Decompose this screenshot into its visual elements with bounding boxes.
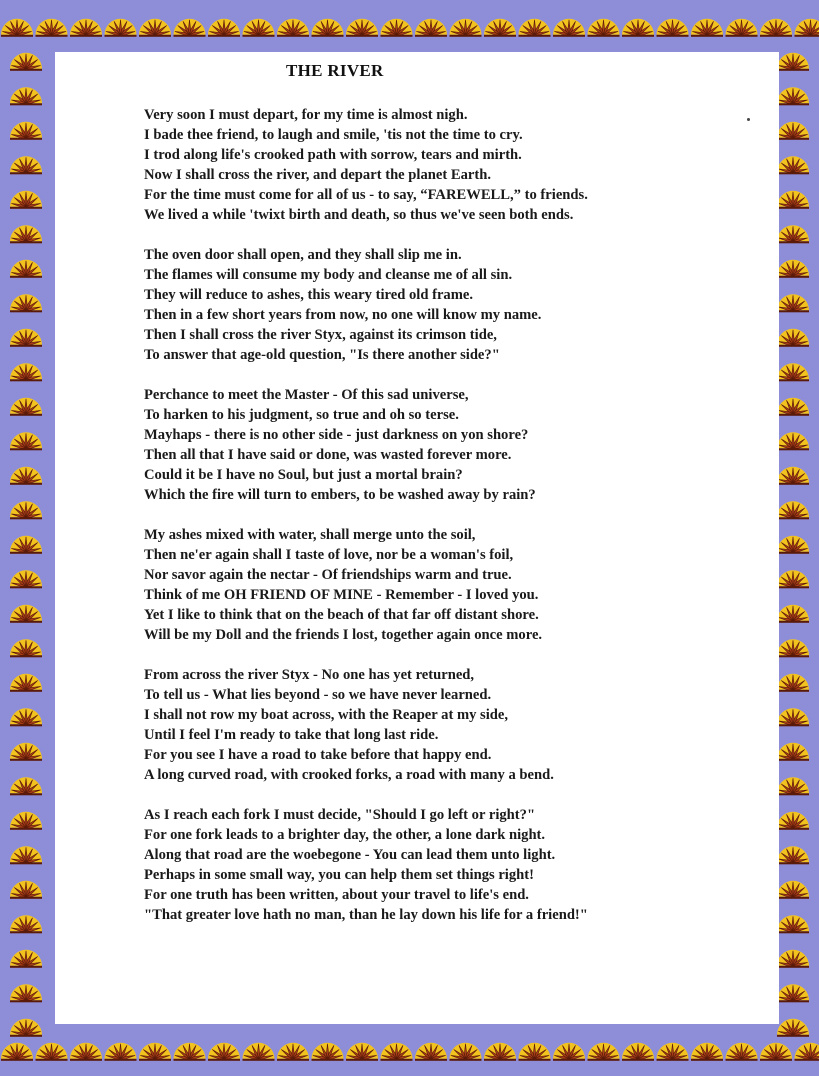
- poem-line: For you see I have a road to take before that happy end.: [144, 747, 492, 763]
- poem-line: Until I feel I'm ready to take that long last ride.: [144, 727, 439, 743]
- sunburst-tile-icon: [777, 846, 809, 864]
- sunburst-tile-icon: [415, 19, 447, 37]
- sunburst-tile-icon: [139, 19, 171, 37]
- poem-line: A long curved road, with crooked forks, a road with many a bend.: [144, 767, 554, 783]
- poem-line: Think of me OH FRIEND OF MINE - Remember - I loved you.: [144, 587, 539, 603]
- sunburst-tile-icon: [795, 1043, 819, 1061]
- sunburst-tile-icon: [519, 19, 551, 37]
- poem-line: I bade thee friend, to laugh and smile, 'tis not the time to cry.: [144, 127, 523, 143]
- sunburst-tile-icon: [777, 501, 809, 519]
- sunburst-tile-icon: [777, 329, 809, 347]
- sunburst-tile-icon: [691, 19, 723, 37]
- sunburst-tile-icon: [450, 19, 482, 37]
- sunburst-tile-icon: [777, 605, 809, 623]
- sunburst-tile-icon: [10, 777, 42, 795]
- poem-line: I trod along life's crooked path with sorrow, tears and mirth.: [144, 147, 522, 163]
- sunburst-tile-icon: [777, 950, 809, 968]
- poem-line: Could it be I have no Soul, but just a mortal brain?: [144, 467, 463, 483]
- poem-line: Mayhaps - there is no other side - just darkness on yon shore?: [144, 427, 529, 443]
- sunburst-tile-icon: [10, 467, 42, 485]
- sunburst-tile-icon: [10, 881, 42, 899]
- poem-line: Will be my Doll and the friends I lost, together again once more.: [144, 627, 543, 643]
- sunburst-tile-icon: [10, 1019, 42, 1037]
- sunburst-tile-icon: [10, 260, 42, 278]
- poem-title: THE RIVER: [286, 61, 384, 80]
- sunburst-tile-icon: [10, 708, 42, 726]
- sunburst-tile-icon: [208, 19, 240, 37]
- sunburst-tile-icon: [795, 19, 819, 37]
- sunburst-tile-icon: [777, 156, 809, 174]
- sunburst-tile-icon: [777, 398, 809, 416]
- sunburst-tile-icon: [346, 19, 378, 37]
- poem-line: Then in a few short years from now, no one will know my name.: [144, 307, 542, 323]
- sunburst-tile-icon: [777, 674, 809, 692]
- sunburst-tile-icon: [381, 1043, 413, 1061]
- sunburst-tile-icon: [777, 743, 809, 761]
- sunburst-tile-icon: [760, 19, 792, 37]
- poem-line: As I reach each fork I must decide, "Should I go left or right?": [144, 807, 536, 823]
- poem-body: [144, 105, 774, 945]
- sunburst-tile-icon: [777, 984, 809, 1002]
- sunburst-tile-icon: [777, 1019, 809, 1037]
- stanza: [144, 105, 774, 225]
- stanza: [144, 665, 774, 785]
- sunburst-tile-icon: [10, 846, 42, 864]
- poem-line: From across the river Styx - No one has yet returned,: [144, 667, 475, 683]
- poem-line: Perhaps in some small way, you can help them set things right!: [144, 867, 534, 883]
- sunburst-tile-icon: [10, 225, 42, 243]
- sunburst-tile-icon: [312, 19, 344, 37]
- poem-line: Perchance to meet the Master - Of this sad universe,: [144, 387, 469, 403]
- sunburst-tile-icon: [10, 329, 42, 347]
- sunburst-tile-icon: [777, 87, 809, 105]
- sunburst-tile-icon: [777, 536, 809, 554]
- stanza: [144, 525, 774, 645]
- poem-line: For the time must come for all of us - to say, “FAREWELL,” to friends.: [144, 187, 588, 203]
- sunburst-tile-icon: [139, 1043, 171, 1061]
- sunburst-tile-icon: [10, 950, 42, 968]
- sunburst-tile-icon: [622, 1043, 654, 1061]
- sunburst-tile-icon: [208, 1043, 240, 1061]
- sunburst-tile-icon: [243, 1043, 275, 1061]
- sunburst-tile-icon: [777, 225, 809, 243]
- sunburst-tile-icon: [10, 501, 42, 519]
- sunburst-tile-icon: [10, 53, 42, 71]
- sunburst-tile-icon: [588, 1043, 620, 1061]
- sunburst-tile-icon: [277, 19, 309, 37]
- sunburst-tile-icon: [105, 19, 137, 37]
- sunburst-tile-icon: [10, 570, 42, 588]
- sunburst-tile-icon: [777, 432, 809, 450]
- sunburst-tile-icon: [10, 432, 42, 450]
- poem-line: To tell us - What lies beyond - so we have never learned.: [144, 687, 492, 703]
- sunburst-tile-icon: [777, 191, 809, 209]
- sunburst-tile-icon: [726, 19, 758, 37]
- sunburst-tile-icon: [450, 1043, 482, 1061]
- sunburst-tile-icon: [277, 1043, 309, 1061]
- sunburst-tile-icon: [10, 398, 42, 416]
- poem-line: Then ne'er again shall I taste of love, nor be a woman's foil,: [144, 547, 514, 563]
- poem-line: Then all that I have said or done, was wasted forever more.: [144, 447, 512, 463]
- poem-line: To harken to his judgment, so true and oh so terse.: [144, 407, 459, 423]
- sunburst-tile-icon: [1, 1043, 33, 1061]
- sunburst-tile-icon: [10, 674, 42, 692]
- sunburst-tile-icon: [760, 1043, 792, 1061]
- poem-line: The flames will consume my body and cleanse me of all sin.: [144, 267, 513, 283]
- sunburst-tile-icon: [777, 812, 809, 830]
- sunburst-tile-icon: [243, 19, 275, 37]
- poem-line: For one fork leads to a brighter day, the other, a lone dark night.: [144, 827, 546, 843]
- sunburst-tile-icon: [777, 467, 809, 485]
- sunburst-tile-icon: [10, 743, 42, 761]
- sunburst-tile-icon: [777, 363, 809, 381]
- sunburst-tile-icon: [777, 639, 809, 657]
- sunburst-tile-icon: [777, 708, 809, 726]
- sunburst-tile-icon: [10, 605, 42, 623]
- sunburst-tile-icon: [10, 122, 42, 140]
- sunburst-tile-icon: [777, 915, 809, 933]
- sunburst-tile-icon: [484, 1043, 516, 1061]
- sunburst-tile-icon: [415, 1043, 447, 1061]
- sunburst-tile-icon: [36, 19, 68, 37]
- sunburst-tile-icon: [10, 984, 42, 1002]
- sunburst-tile-icon: [10, 363, 42, 381]
- sunburst-tile-icon: [174, 19, 206, 37]
- sunburst-tile-icon: [36, 1043, 68, 1061]
- poem-line: I shall not row my boat across, with the Reaper at my side,: [144, 707, 509, 723]
- poem-line: We lived a while 'twixt birth and death, so thus we've seen both ends.: [144, 207, 574, 223]
- sunburst-tile-icon: [588, 19, 620, 37]
- sunburst-tile-icon: [70, 19, 102, 37]
- stanza: [144, 805, 774, 925]
- sunburst-tile-icon: [70, 1043, 102, 1061]
- stanza: [144, 385, 774, 505]
- sunburst-tile-icon: [10, 294, 42, 312]
- sunburst-tile-icon: [777, 294, 809, 312]
- sunburst-tile-icon: [777, 777, 809, 795]
- sunburst-tile-icon: [1, 19, 33, 37]
- sunburst-tile-icon: [657, 1043, 689, 1061]
- sunburst-tile-icon: [726, 1043, 758, 1061]
- sunburst-tile-icon: [346, 1043, 378, 1061]
- sunburst-tile-icon: [553, 19, 585, 37]
- sunburst-tile-icon: [10, 156, 42, 174]
- sunburst-tile-icon: [10, 639, 42, 657]
- poem-line: For one truth has been written, about your travel to life's end.: [144, 887, 529, 903]
- sunburst-tile-icon: [10, 87, 42, 105]
- sunburst-tile-icon: [10, 915, 42, 933]
- sunburst-tile-icon: [657, 19, 689, 37]
- sunburst-tile-icon: [174, 1043, 206, 1061]
- sunburst-tile-icon: [777, 570, 809, 588]
- poem-line: Now I shall cross the river, and depart the planet Earth.: [144, 167, 492, 183]
- sunburst-tile-icon: [312, 1043, 344, 1061]
- sunburst-tile-icon: [777, 53, 809, 71]
- sunburst-tile-icon: [519, 1043, 551, 1061]
- poem-line: My ashes mixed with water, shall merge unto the soil,: [144, 527, 476, 543]
- sunburst-tile-icon: [777, 260, 809, 278]
- sunburst-tile-icon: [553, 1043, 585, 1061]
- sunburst-tile-icon: [691, 1043, 723, 1061]
- poem-line: Yet I like to think that on the beach of that far off distant shore.: [144, 607, 539, 623]
- poem-line: The oven door shall open, and they shall slip me in.: [144, 247, 462, 263]
- poem-line: They will reduce to ashes, this weary tired old frame.: [144, 287, 474, 303]
- poem-line: Along that road are the woebegone - You can lead them unto light.: [144, 847, 556, 863]
- sunburst-tile-icon: [10, 191, 42, 209]
- poem-line: Very soon I must depart, for my time is almost nigh.: [144, 107, 468, 123]
- sunburst-tile-icon: [777, 881, 809, 899]
- sunburst-tile-icon: [777, 122, 809, 140]
- poem-line: Which the fire will turn to embers, to be washed away by rain?: [144, 487, 536, 503]
- sunburst-tile-icon: [10, 812, 42, 830]
- poem-line: Nor savor again the nectar - Of friendships warm and true.: [144, 567, 512, 583]
- poem-line: "That greater love hath no man, than he lay down his life for a friend!": [144, 907, 588, 923]
- sunburst-tile-icon: [10, 536, 42, 554]
- sunburst-tile-icon: [381, 19, 413, 37]
- sunburst-tile-icon: [484, 19, 516, 37]
- sunburst-tile-icon: [622, 19, 654, 37]
- poem-line: To answer that age-old question, "Is there another side?": [144, 347, 500, 363]
- poem-line: Then I shall cross the river Styx, against its crimson tide,: [144, 327, 497, 343]
- sunburst-tile-icon: [105, 1043, 137, 1061]
- stanza: [144, 245, 774, 365]
